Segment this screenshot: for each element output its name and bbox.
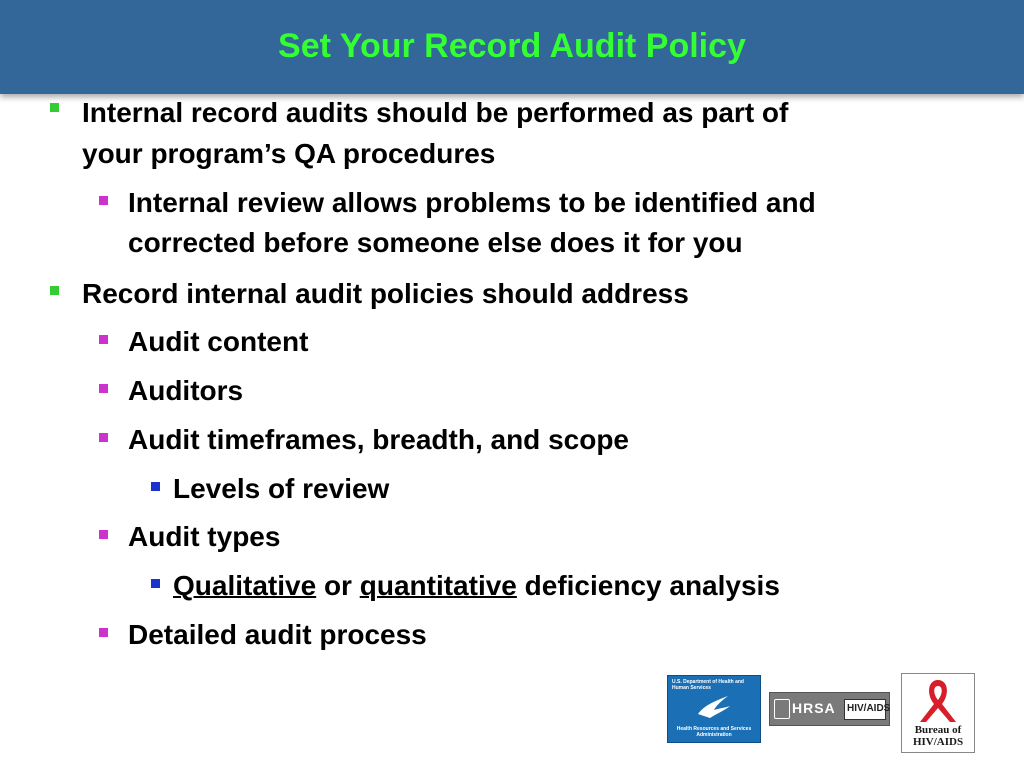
hivaids-badge: [844, 699, 891, 720]
bullet-marker-level3: [151, 482, 160, 491]
quantitative-term: quantitative: [359, 570, 517, 601]
bullet-text: Internal record audits should be performed as part of: [82, 97, 789, 128]
bureau-logo-text-2: HIV/AIDS: [912, 736, 964, 748]
bullet-text: Detailed audit process: [128, 619, 427, 650]
bullet-text-part: or: [316, 570, 360, 601]
bullet-text: your program’s QA procedures: [82, 138, 496, 169]
slide-title: Set Your Record Audit Policy: [278, 27, 746, 65]
bullet-marker-level2: [99, 335, 108, 344]
bullet-text: Audit content: [128, 326, 309, 357]
hhs-logo: [667, 675, 761, 743]
bullet-text: Internal review allows problems to be identified and: [128, 187, 816, 218]
red-ribbon-icon: [910, 676, 966, 724]
hhs-logo-subtext: Health Resources and Services Administration: [676, 726, 752, 738]
hhs-eagle-icon: [694, 692, 734, 722]
bullet-marker-level2: [99, 530, 108, 539]
bullet-text: Levels of review: [173, 473, 390, 504]
qualitative-term: Qualitative: [173, 570, 317, 601]
bullet-marker-level2: [99, 433, 108, 442]
bullet-text-mixed: [173, 565, 780, 606]
bullet-marker-level3: [151, 579, 160, 588]
bullet-text: Audit timeframes, breadth, and scope: [128, 424, 629, 455]
hrsa-emblem-icon: [774, 699, 790, 719]
bullet-marker-level2: [99, 384, 108, 393]
bureau-hivaids-logo: [901, 673, 975, 753]
bullet-marker-level1: [50, 286, 59, 295]
hrsa-logo-text: HRSA: [792, 700, 836, 716]
bullet-marker-level2: [99, 196, 108, 205]
bullet-text: Record internal audit policies should address: [82, 278, 689, 309]
bullet-text: Auditors: [128, 375, 244, 406]
bullet-text: corrected before someone else does it for you: [128, 227, 743, 258]
bullet-marker-level1: [50, 103, 59, 112]
hrsa-hivaids-logo: [769, 692, 890, 726]
title-bar: [0, 0, 1024, 94]
hivaids-badge-text: HIV/AIDS: [847, 703, 891, 714]
bullet-text: Audit types: [128, 521, 281, 552]
bureau-logo-text: Bureau of: [914, 724, 962, 736]
hhs-logo-text: U.S. Department of Health and Human Services: [672, 679, 744, 691]
bullet-marker-level2: [99, 628, 108, 637]
bullet-text-part: deficiency analysis: [516, 570, 780, 601]
